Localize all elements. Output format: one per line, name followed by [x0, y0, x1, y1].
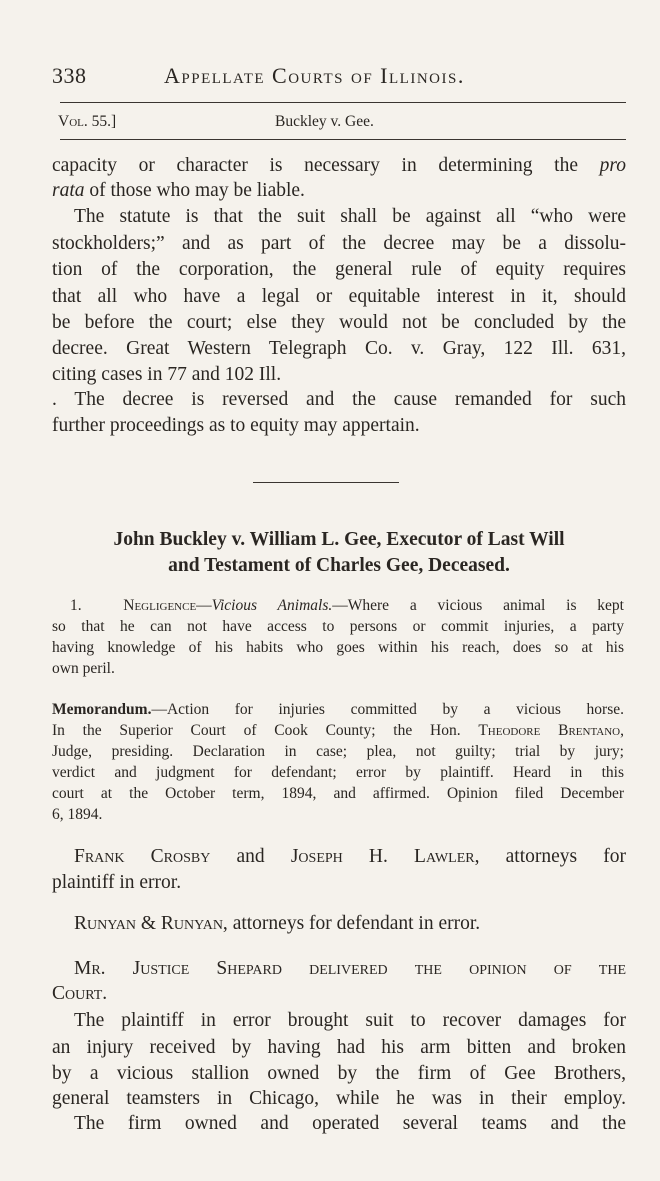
- memorandum-line: Judge, presiding. Declaration in case; plea, not guilty; trial by jury;: [52, 743, 624, 760]
- text-line: be before the court; else they would not be concluded by the: [52, 312, 626, 333]
- text-line: capacity or character is necessary in determining the pro: [52, 155, 626, 176]
- headnote-line: 1. Negligence—Vicious Animals.—Where a vicious animal is kept: [70, 597, 624, 614]
- text-line: that all who have a legal or equitable interest in it, should: [52, 286, 626, 307]
- opinion-line: The firm owned and operated several teams and the: [74, 1113, 626, 1134]
- text-line: rata of those who may be liable.: [52, 180, 305, 201]
- opinion-line: an injury received by having had his arm bitten and broken: [52, 1037, 626, 1058]
- opinion-line: The plaintiff in error brought suit to recover damages for: [74, 1010, 626, 1031]
- text-line: decree. Great Western Telegraph Co. v. Gray, 122 Ill. 631,: [52, 338, 626, 359]
- case-title-line-1: John Buckley v. William L. Gee, Executor of Last Will: [113, 529, 565, 550]
- text-line: further proceedings as to equity may appertain.: [52, 415, 420, 436]
- opinion-intro-cont: Court.: [52, 983, 108, 1004]
- opinion-line: general teamsters in Chicago, while he was in their employ.: [52, 1088, 626, 1109]
- case-title-line-2: and Testament of Charles Gee, Deceased.: [168, 555, 510, 576]
- memorandum-line: court at the October term, 1894, and affirmed. Opinion filed December: [52, 785, 624, 802]
- headnote-line: own peril.: [52, 660, 115, 677]
- section-divider: [253, 482, 399, 483]
- header-rule-top: [60, 102, 626, 103]
- text-line: . The decree is reversed and the cause remanded for such: [52, 389, 626, 410]
- text-line: The statute is that the suit shall be against all “who were: [74, 206, 626, 227]
- counsel-plaintiff-cont: plaintiff in error.: [52, 872, 182, 893]
- headnote-line: so that he can not have access to persons or commit injuries, a party: [52, 618, 624, 635]
- headnote-line: having knowledge of his habits who goes within his reach, does so at his: [52, 639, 624, 656]
- counsel-plaintiff: Frank Crosby and Joseph H. Lawler, attorneys for: [74, 846, 626, 867]
- text-line: tion of the corporation, the general rule of equity requires: [52, 259, 626, 280]
- opinion-line: by a vicious stallion owned by the firm of Gee Brothers,: [52, 1063, 626, 1084]
- page-number: 338: [52, 63, 87, 88]
- memorandum-line: Memorandum.—Action for injuries committed by a vicious horse.: [52, 701, 624, 718]
- header-rule-bottom: [60, 139, 626, 140]
- text-line: stockholders;” and as part of the decree may be a dissolu-: [52, 233, 626, 254]
- volume-label: Vol. 55.]: [58, 113, 117, 130]
- memorandum-line: 6, 1894.: [52, 806, 103, 823]
- case-short-title: Buckley v. Gee.: [275, 113, 374, 130]
- running-title: Appellate Courts of Illinois.: [164, 63, 465, 88]
- memorandum-line: In the Superior Court of Cook County; the Hon. Theodore Brentano,: [52, 722, 624, 739]
- running-head: [52, 63, 626, 89]
- counsel-defendant: Runyan & Runyan, attorneys for defendant in error.: [74, 913, 481, 934]
- text-line: citing cases in 77 and 102 Ill.: [52, 364, 282, 385]
- memorandum-line: verdict and judgment for defendant; error by plaintiff. Heard in this: [52, 764, 624, 781]
- opinion-intro: Mr. Justice Shepard delivered the opinion of the: [74, 958, 626, 979]
